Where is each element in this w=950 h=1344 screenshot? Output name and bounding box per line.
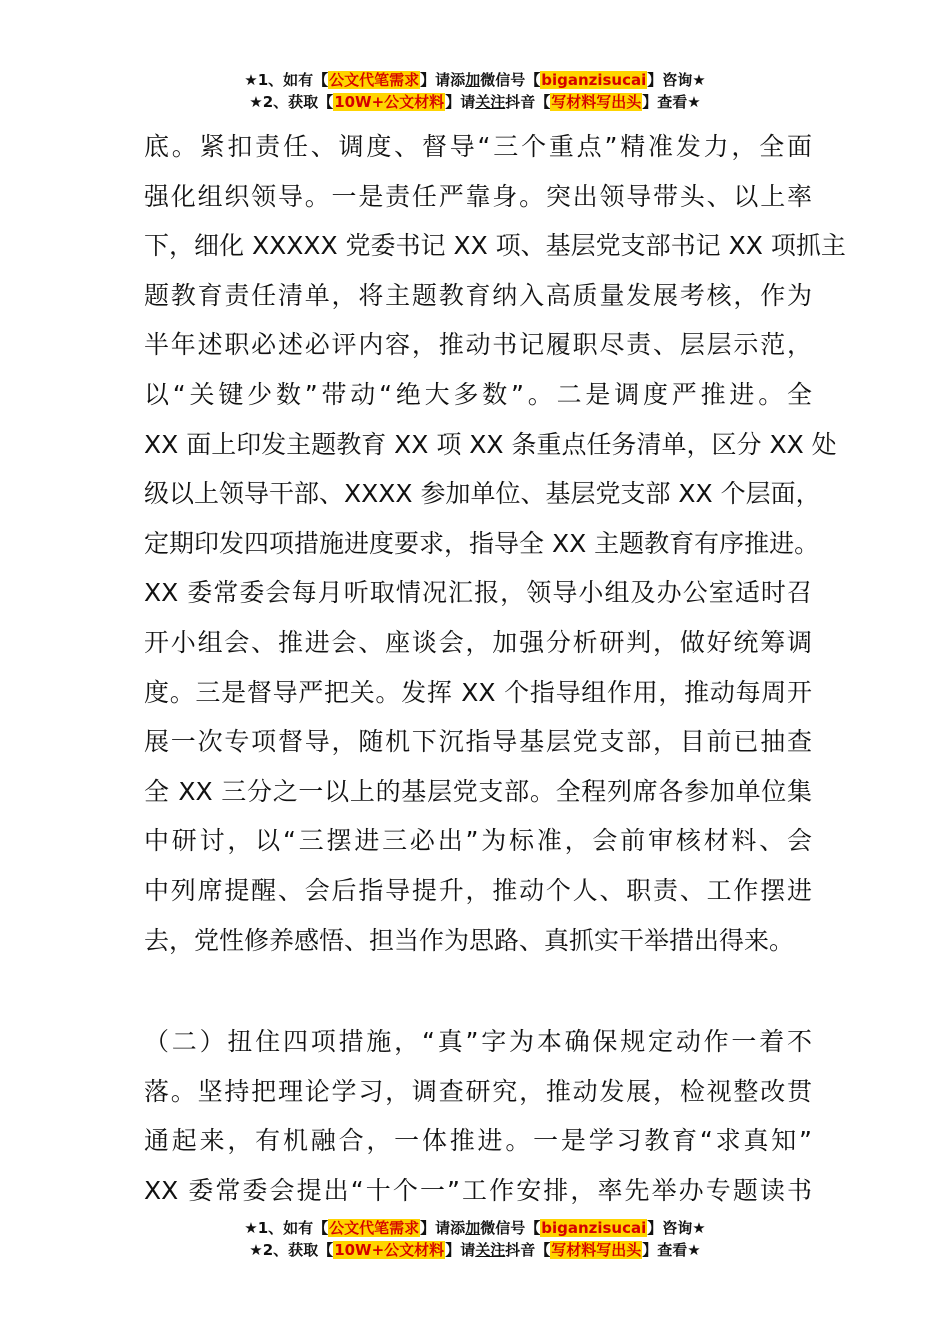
promo-text: 】查看★ [642, 93, 701, 111]
promo-line-2 [0, 91, 950, 113]
promo-text: 】请添 [420, 71, 466, 89]
promo-highlight: 写材料写出头 [551, 1241, 642, 1259]
text-line: XX 委常委会每月听取情况汇报，领导小组及办公室适时召 [144, 578, 812, 608]
promo-highlight: 公文代笔需求 [329, 71, 420, 89]
promo-text: ★2、获取【 [249, 1241, 334, 1259]
text-line: 强化组织领导。一是责任严靠身。突出领导带头、以上率 [144, 181, 812, 211]
promo-line-1 [0, 1217, 950, 1239]
promo-text: 】请添 [420, 1219, 466, 1237]
promo-banner-top [0, 69, 950, 113]
promo-banner-bottom [0, 1217, 950, 1261]
promo-underlined-text: 关注 [475, 93, 506, 111]
paragraph-2 [144, 1017, 812, 1215]
text-line: XX 面上印发主题教育 XX 项 XX 条重点任务清单，区分 XX 处 [144, 429, 837, 459]
promo-underlined-text: 加 [465, 71, 481, 89]
text-line: 题教育责任清单，将主题教育纳入高质量发展考核，作为 [144, 280, 812, 310]
text-line: 底。紧扣责任、调度、督导“三个重点”精准发力，全面 [144, 132, 812, 161]
promo-highlight: 公文代笔需求 [329, 1219, 420, 1237]
text-line: 展一次专项督导，随机下沉指导基层党支部，目前已抽查 [144, 727, 812, 757]
text-line: 全 XX 三分之一以上的基层党支部。全程列席各参加单位集 [144, 776, 812, 806]
promo-text: ★1、如有【 [244, 71, 329, 89]
promo-text: 抖音【 [505, 93, 551, 111]
promo-underlined-text: 关注 [475, 1241, 506, 1259]
promo-line-1 [0, 69, 950, 91]
promo-text: ★1、如有【 [244, 1219, 329, 1237]
promo-text: 】请 [445, 93, 476, 111]
text-line: 半年述职必述必评内容，推动书记履职尽责、层层示范， [144, 330, 812, 360]
promo-text: 】查看★ [642, 1241, 701, 1259]
text-line: 落。坚持把理论学习，调查研究，推动发展，检视整改贯 [144, 1076, 812, 1106]
promo-underlined-text: 加 [465, 1219, 481, 1237]
text-line: XX 委常委会提出“十个一”工作安排，率先举办专题读书 [144, 1175, 812, 1205]
promo-text: 】咨询★ [647, 1219, 706, 1237]
promo-text: 】咨询★ [647, 71, 706, 89]
promo-text: 微信号【 [480, 1219, 541, 1237]
text-line: （二）扭住四项措施，“真”字为本确保规定动作一着不 [144, 1027, 812, 1056]
text-line: 以“关键少数”带动“绝大多数”。二是调度严推进。全 [144, 379, 812, 409]
promo-highlight: 10W+公文材料 [334, 1241, 445, 1259]
promo-text: ★2、获取【 [249, 93, 334, 111]
promo-highlight: 10W+公文材料 [334, 93, 445, 111]
text-line: 级以上领导干部、XXXX 参加单位、基层党支部 XX 个层面， [144, 479, 821, 509]
promo-text: 微信号【 [480, 71, 541, 89]
text-line: 通起来，有机融合，一体推进。一是学习教育“求真知” [144, 1126, 812, 1156]
promo-text: 】请 [445, 1241, 476, 1259]
promo-highlight: biganzisucai [541, 71, 647, 89]
promo-highlight: 写材料写出头 [551, 93, 642, 111]
paragraph-1 [144, 122, 846, 965]
text-line: 去，党性修养感悟、担当作为思路、真抓实干举措出得来。 [144, 925, 795, 955]
promo-highlight: biganzisucai [541, 1219, 647, 1237]
text-line: 中研讨，以“三摆进三必出”为标准，会前审核材料、会 [144, 826, 812, 856]
text-line: 下，细化 XXXXX 党委书记 XX 项、基层党支部书记 XX 项抓主 [144, 231, 846, 261]
text-line: 定期印发四项措施进度要求，指导全 XX 主题教育有序推进。 [144, 528, 820, 558]
text-line: 开小组会、推进会、座谈会，加强分析研判，做好统筹调 [144, 627, 812, 657]
promo-line-2 [0, 1239, 950, 1261]
promo-text: 抖音【 [505, 1241, 551, 1259]
text-line: 度。三是督导严把关。发挥 XX 个指导组作用，推动每周开 [144, 677, 812, 707]
text-line: 中列席提醒、会后指导提升，推动个人、职责、工作摆进 [144, 875, 812, 905]
